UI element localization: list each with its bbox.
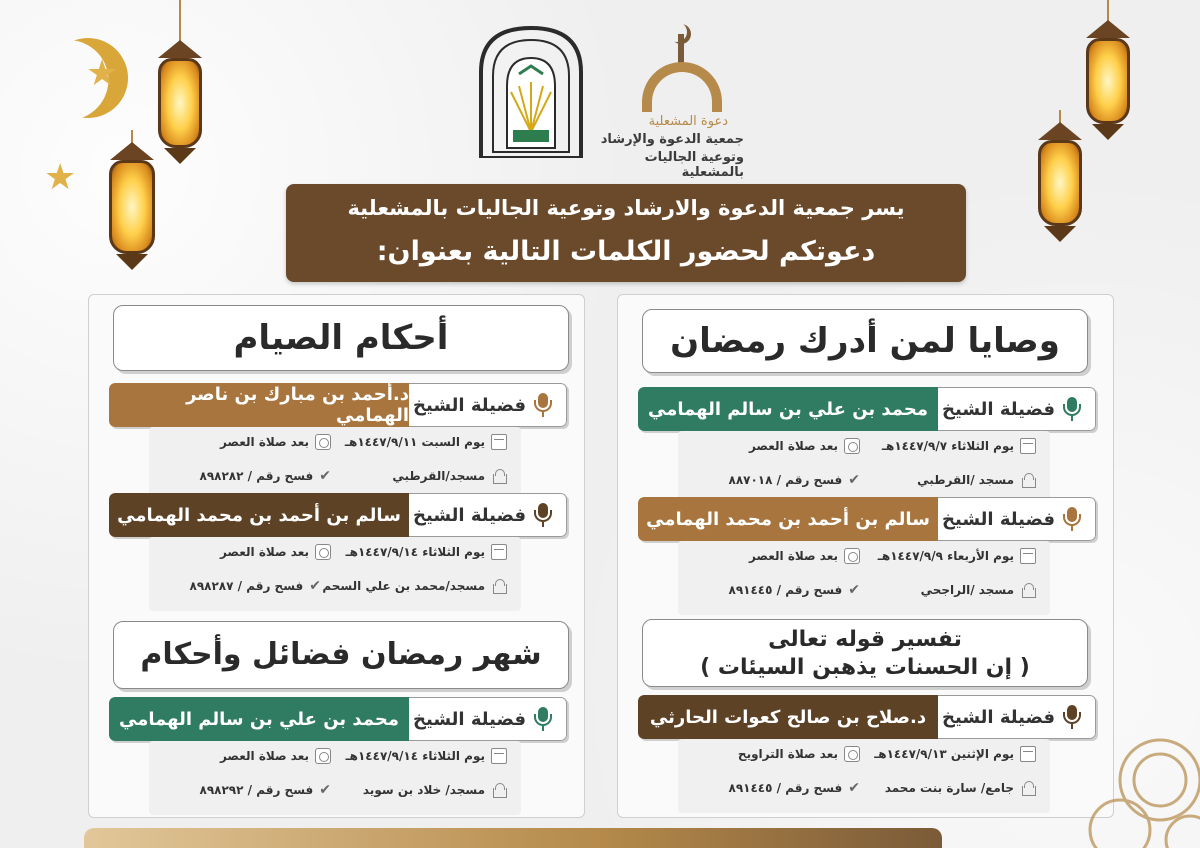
logo-subtitle-2: وتوعية الجاليات بالمشعلية — [644, 150, 744, 180]
lantern-icon — [100, 130, 164, 280]
topic-title — [642, 619, 1088, 687]
clock-icon — [315, 748, 331, 764]
sheikh-name: د.أحمد بن مبارك بن ناصر الهمامي — [109, 383, 409, 427]
lecture-info — [678, 739, 1050, 813]
lecture-place: مسجد/محمد بن علي السحم — [322, 579, 485, 593]
check-icon: ✔ — [848, 780, 860, 796]
sheikh-label — [409, 697, 567, 741]
sheikh-label-text: فضيلة الشيخ — [413, 708, 526, 730]
calendar-icon — [1020, 746, 1036, 762]
sheikh-label-text: فضيلة الشيخ — [942, 398, 1055, 420]
sheikh-label — [409, 383, 567, 427]
clock-icon — [844, 438, 860, 454]
permit-number: فسح رقم / ٨٩١٤٤٥ — [728, 583, 843, 597]
topic-title: شهر رمضان فضائل وأحكام — [113, 621, 569, 689]
time-cell — [220, 541, 331, 563]
check-icon: ✔ — [319, 468, 331, 484]
microphone-icon — [1061, 507, 1083, 531]
sheikh-row — [109, 383, 567, 427]
mosque-icon — [1020, 780, 1036, 796]
calendar-icon — [491, 544, 507, 560]
sheikh-label — [938, 497, 1096, 541]
place-cell — [322, 575, 507, 597]
date-cell — [882, 435, 1036, 457]
permit-cell — [200, 465, 332, 487]
check-icon: ✔ — [848, 472, 860, 488]
topic-line-1: تفسير قوله تعالى — [768, 627, 962, 652]
topic-line-2: ( إن الحسنات يذهبن السيئات ) — [700, 655, 1030, 680]
lecture-date: يوم الثلاثاء ١٤٤٧/٩/١٤هـ — [345, 545, 485, 559]
place-cell — [363, 779, 507, 801]
place-cell — [917, 469, 1036, 491]
lecture-place: مسجد /القرطبي — [917, 473, 1014, 487]
lecture-info — [149, 741, 521, 815]
permit-number: فسح رقم / ٨٨٧٠١٨ — [728, 473, 843, 487]
spire-icon — [678, 34, 684, 64]
sheikh-label-text: فضيلة الشيخ — [413, 394, 526, 416]
sheikh-row — [638, 695, 1096, 739]
sheikh-row — [109, 493, 567, 537]
sheikh-row — [638, 387, 1096, 431]
mosque-icon — [491, 782, 507, 798]
lecture-time: بعد صلاة العصر — [748, 549, 838, 563]
microphone-icon — [532, 707, 554, 731]
microphone-icon — [532, 503, 554, 527]
mosque-icon — [491, 468, 507, 484]
dome-icon — [642, 62, 722, 112]
time-cell — [749, 545, 860, 567]
sheikh-label — [938, 695, 1096, 739]
sheikh-name: محمد بن علي بن سالم الهمامي — [638, 387, 938, 431]
lecture-date: يوم الإثنين ١٤٤٧/٩/١٣هـ — [874, 747, 1014, 761]
time-cell — [738, 743, 860, 765]
calendar-icon — [491, 748, 507, 764]
permit-number: فسح رقم / ٨٩٨٢٨٢ — [199, 469, 314, 483]
sheikh-label — [938, 387, 1096, 431]
time-cell — [220, 431, 331, 453]
date-cell — [878, 545, 1036, 567]
sheikh-name: سالم بن أحمد بن محمد الهمامي — [109, 493, 409, 537]
lecture-place: جامع/ سارة بنت محمد — [884, 781, 1014, 795]
lecture-info — [678, 431, 1050, 505]
clock-icon — [844, 548, 860, 564]
sheikh-row — [638, 497, 1096, 541]
association-logo — [594, 22, 754, 180]
microphone-icon — [1061, 397, 1083, 421]
right-panel — [617, 294, 1114, 818]
star-icon: ★ — [86, 53, 119, 94]
mosque-icon — [1020, 472, 1036, 488]
place-cell — [392, 465, 507, 487]
date-cell — [346, 541, 507, 563]
lecture-place: مسجد /الراجحي — [920, 583, 1014, 597]
mosque-icon — [491, 578, 507, 594]
place-cell — [921, 579, 1036, 601]
time-cell — [220, 745, 331, 767]
permit-cell — [190, 575, 322, 597]
date-cell — [874, 743, 1036, 765]
clock-icon — [844, 746, 860, 762]
date-cell — [346, 745, 507, 767]
lecture-place: مسجد/القرطبي — [392, 469, 485, 483]
microphone-icon — [532, 393, 554, 417]
mosque-icon — [1020, 582, 1036, 598]
lantern-icon — [1030, 110, 1090, 250]
lecture-info — [149, 537, 521, 611]
place-cell — [885, 777, 1036, 799]
sheikh-name: د.صلاح بن صالح كعوات الحارثي — [638, 695, 938, 739]
lecture-time: بعد صلاة العصر — [748, 439, 838, 453]
permit-number: فسح رقم / ٨٩٨٢٩٢ — [199, 783, 314, 797]
permit-cell — [200, 779, 332, 801]
lecture-info — [678, 541, 1050, 615]
ministry-logo — [475, 22, 587, 158]
header-line-2: دعوتكم لحضور الكلمات التالية بعنوان: — [376, 236, 876, 267]
permit-cell — [729, 469, 861, 491]
sheikh-name: سالم بن أحمد بن محمد الهمامي — [638, 497, 938, 541]
geometric-ornament-icon — [1080, 700, 1200, 848]
clock-icon — [315, 544, 331, 560]
lecture-time: بعد صلاة العصر — [219, 435, 309, 449]
sheikh-label-text: فضيلة الشيخ — [942, 706, 1055, 728]
permit-cell — [729, 777, 861, 799]
lecture-date: يوم السبت ١٤٤٧/٩/١١هـ — [344, 435, 485, 449]
topic-title: وصايا لمن أدرك رمضان — [642, 309, 1088, 373]
logo-subtitle: جمعية الدعوة والإرشاد — [600, 132, 744, 147]
permit-cell — [729, 579, 861, 601]
time-cell — [749, 435, 860, 457]
left-panel — [88, 294, 585, 818]
header-line-1: يسر جمعية الدعوة والارشاد وتوعية الجاليات بالمشعلية — [347, 196, 905, 220]
lecture-place: مسجد/ خلاد بن سويد — [362, 783, 485, 797]
lecture-time: بعد صلاة العصر — [219, 545, 309, 559]
check-icon: ✔ — [848, 582, 860, 598]
sheikh-label-text: فضيلة الشيخ — [942, 508, 1055, 530]
logo-title: دعوة المشعلية — [648, 114, 728, 129]
topic-title: أحكام الصيام — [113, 305, 569, 371]
check-icon: ✔ — [309, 578, 321, 594]
permit-number: فسح رقم / ٨٩٨٢٨٧ — [189, 579, 304, 593]
sheikh-label — [409, 493, 567, 537]
lecture-info — [149, 427, 521, 501]
check-icon: ✔ — [319, 782, 331, 798]
lecture-date: يوم الثلاثاء ١٤٤٧/٩/١٤هـ — [345, 749, 485, 763]
permit-number: فسح رقم / ٨٩١٤٤٥ — [728, 781, 843, 795]
lecture-time: بعد صلاة التراويح — [737, 747, 838, 761]
bottom-bar — [84, 828, 942, 848]
lecture-date: يوم الثلاثاء ١٤٤٧/٩/٧هـ — [881, 439, 1014, 453]
sheikh-label-text: فضيلة الشيخ — [413, 504, 526, 526]
calendar-icon — [491, 434, 507, 450]
calendar-icon — [1020, 438, 1036, 454]
calendar-icon — [1020, 548, 1036, 564]
header-banner — [286, 184, 966, 282]
star-icon: ★ — [44, 157, 77, 198]
sheikh-name: محمد بن علي بن سالم الهمامي — [109, 697, 409, 741]
lecture-time: بعد صلاة العصر — [219, 749, 309, 763]
clock-icon — [315, 434, 331, 450]
sheikh-row — [109, 697, 567, 741]
date-cell — [345, 431, 507, 453]
lecture-date: يوم الأربعاء ١٤٤٧/٩/٩هـ — [877, 549, 1014, 563]
